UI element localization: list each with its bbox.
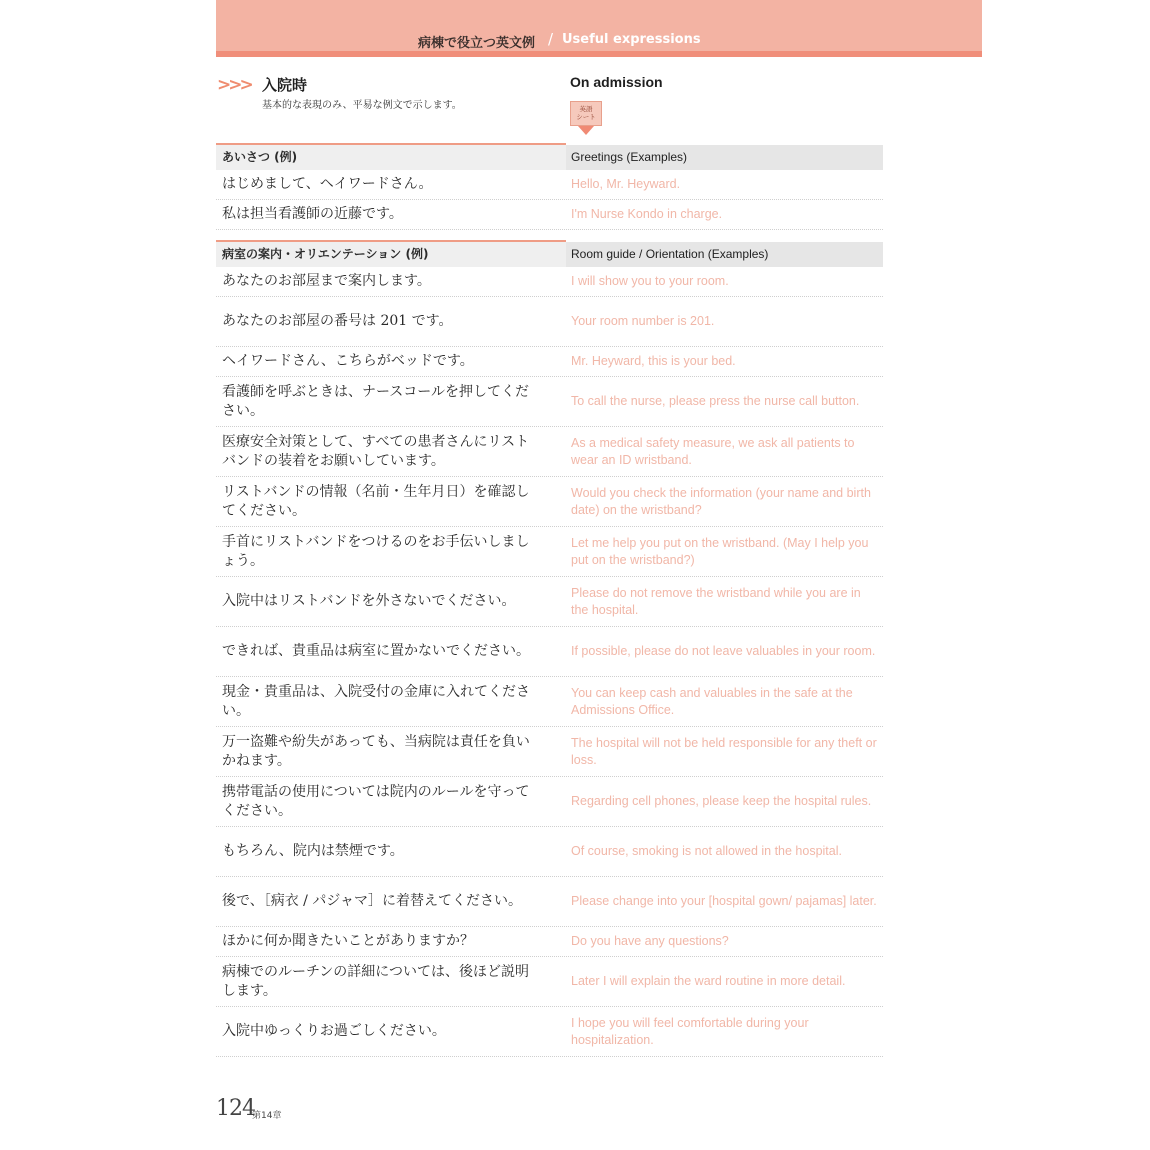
phrase-en: If possible, please do not leave valuables in your room. [571, 644, 876, 658]
group-header [216, 242, 883, 267]
group-gap [216, 230, 883, 242]
phrase-jp: 後で、［病衣 / パジャマ］に着替えてください。 [222, 893, 523, 909]
down-arrow-icon [578, 126, 594, 135]
phrase-row [216, 877, 883, 927]
banner-separator: / [548, 30, 554, 48]
phrase-en: Hello, Mr. Heyward. [571, 177, 681, 191]
group-header [216, 145, 883, 170]
phrase-jp: ほかに何か聞きたいことがありますか？ [222, 933, 474, 949]
phrase-jp: あなたのお部屋まで案内します。 [222, 273, 431, 289]
sheet-tag-icon: 英語 シート [570, 101, 602, 126]
phrase-row [216, 827, 883, 877]
phrase-en: Please do not remove the wristband while you are in the hospital. [571, 585, 861, 617]
chevron-icon: >>> [217, 75, 251, 95]
phrase-row [216, 170, 883, 200]
phrase-en: Later I will explain the ward routine in more detail. [571, 974, 846, 988]
phrase-row [216, 957, 883, 1007]
phrase-row [216, 527, 883, 577]
phrase-row [216, 427, 883, 477]
phrase-row [216, 477, 883, 527]
section-title-jp: 入院時 [262, 76, 308, 94]
phrase-en: I hope you will feel comfortable during your hospitalization. [571, 1015, 809, 1047]
phrase-row [216, 577, 883, 627]
phrase-row [216, 727, 883, 777]
phrase-jp: できれば、貴重品は病室に置かないでください。 [222, 643, 530, 659]
phrase-en: Mr. Heyward, this is your bed. [571, 354, 736, 368]
phrase-en: Would you check the information (your name and birth date) on the wristband? [571, 485, 871, 517]
page-number: 124 [216, 1096, 255, 1121]
phrase-jp: もちろん、院内は禁煙です。 [222, 843, 404, 859]
phrase-en: Please change into your [hospital gown/ pajamas] later. [571, 894, 877, 908]
phrase-en: Regarding cell phones, please keep the hospital rules. [571, 794, 872, 808]
phrase-jp: 入院中はリストバンドを外さないでください。 [222, 593, 516, 609]
phrase-jp: ヘイワードさん、こちらがベッドです。 [222, 353, 474, 369]
phrase-jp: 入院中ゆっくりお過ごしください。 [222, 1023, 446, 1039]
phrase-jp: 私は担当看護師の近藤です。 [222, 206, 403, 222]
phrase-en: Of course, smoking is not allowed in the hospital. [571, 844, 842, 858]
phrase-row [216, 267, 883, 297]
phrase-en: I will show you to your room. [571, 274, 729, 288]
phrase-en: I'm Nurse Kondo in charge. [571, 207, 723, 221]
phrase-table [216, 145, 883, 1057]
phrase-en: The hospital will not be held responsible for any theft or loss. [571, 735, 877, 767]
phrase-jp: 現金・貴重品は、入院受付の金庫に入れてください。 [222, 683, 530, 719]
phrase-row [216, 1007, 883, 1057]
section-subtitle-jp: 基本的な表現のみ、平易な例文で示します。 [262, 100, 462, 111]
phrase-row [216, 377, 883, 427]
phrase-jp: 病棟でのルーチンの詳細については、後ほど説明します。 [222, 963, 530, 999]
header-banner [216, 0, 982, 57]
phrase-en: To call the nurse, please press the nurse call button. [571, 394, 860, 408]
phrase-row [216, 627, 883, 677]
phrase-en: Let me help you put on the wristband. (May I help you put on the wristband?) [571, 535, 869, 567]
group-header-jp: 病室の案内・オリエンテーション (例) [216, 242, 566, 267]
phrase-jp: あなたのお部屋の番号は 201 です。 [222, 313, 453, 329]
phrase-row [216, 677, 883, 727]
phrase-jp: 万一盗難や紛失があっても、当病院は責任を負いかねます。 [222, 733, 530, 769]
group-header-jp: あいさつ (例) [216, 145, 566, 170]
group-header-en: Greetings (Examples) [566, 145, 883, 170]
phrase-jp: はじめまして、ヘイワードさん。 [222, 176, 433, 192]
phrase-en: As a medical safety measure, we ask all patients to wear an ID wristband. [571, 435, 855, 467]
phrase-jp: 携帯電話の使用については院内のルールを守ってください。 [222, 783, 530, 819]
phrase-jp: 手首にリストバンドをつけるのをお手伝いしましょう。 [222, 533, 530, 569]
header-banner-stripe [216, 51, 982, 57]
phrase-jp: 医療安全対策として、すべての患者さんにリストバンドの装着をお願いしています。 [222, 433, 530, 469]
phrase-jp: 看護師を呼ぶときは、ナースコールを押してください。 [222, 383, 530, 419]
group-header-en: Room guide / Orientation (Examples) [566, 242, 883, 267]
banner-title-en: Useful expressions [562, 32, 701, 47]
phrase-row [216, 347, 883, 377]
phrase-row [216, 927, 883, 957]
chapter-label: 第14章 [252, 1111, 282, 1121]
phrase-row [216, 297, 883, 347]
phrase-en: Your room number is 201. [571, 314, 715, 328]
phrase-en: You can keep cash and valuables in the safe at the Admissions Office. [571, 685, 853, 717]
phrase-row [216, 200, 883, 230]
banner-title-jp: 病棟で役立つ英文例 [418, 36, 536, 51]
section-title-en: On admission [570, 74, 663, 90]
phrase-en: Do you have any questions? [571, 934, 729, 948]
phrase-row [216, 777, 883, 827]
phrase-jp: リストバンドの情報（名前・生年月日）を確認してください。 [222, 483, 530, 519]
